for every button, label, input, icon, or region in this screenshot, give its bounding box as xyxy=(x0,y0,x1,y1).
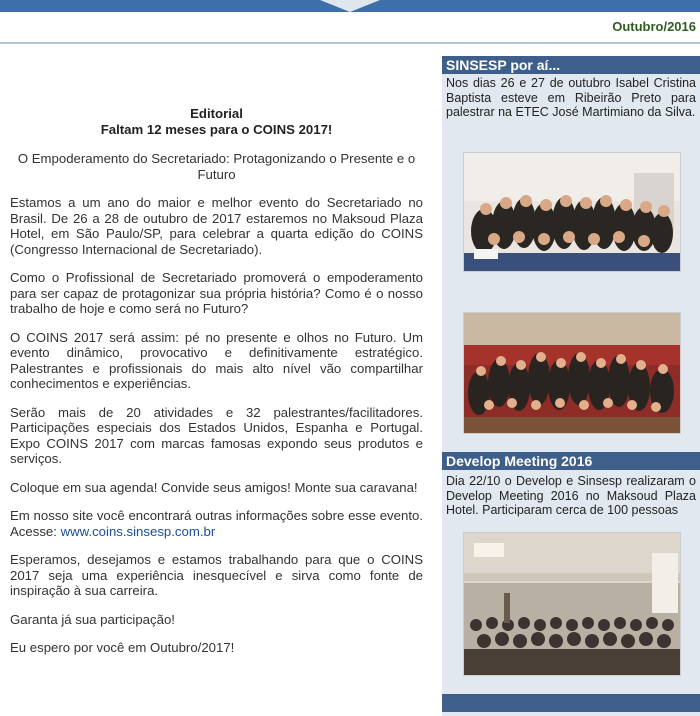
event-photo xyxy=(463,532,681,676)
article-paragraph: Eu espero por você em Outubro/2017! xyxy=(10,640,235,655)
sidebar-section-title: SINSESP por aí... xyxy=(442,56,700,74)
header-notch xyxy=(320,0,380,12)
article-title: Faltam 12 meses para o COINS 2017! xyxy=(100,121,333,137)
header-divider xyxy=(0,42,700,44)
sidebar xyxy=(442,56,700,716)
article-paragraph: O COINS 2017 será assim: pé no presente e olhos no Futuro. Um evento dinâmico, provocativo e definitivamente estratégico. Palestrantes e profissionais do mais alto nível vão compartilhar conhecimentos e experiências. xyxy=(10,329,423,391)
article-paragraph: Estamos a um ano do maior e melhor evento do Secretariado no Brasil. De 26 a 28 de outubro de 2017 estaremos no Maksoud Plaza Hotel, em São Paulo/SP, para celebrar a quarta edição do COINS (Congresso Internacional de Secretariado). xyxy=(10,195,423,257)
article-paragraph: Coloque em sua agenda! Convide seus amigos! Monte sua caravana! xyxy=(10,479,418,495)
article-subtitle: O Empoderamento do Secretariado: Protagonizando o Presente e o Futuro xyxy=(17,151,416,182)
article-heading: Editorial xyxy=(190,106,243,121)
issue-date: Outubro/2016 xyxy=(612,19,696,34)
group-photo-1 xyxy=(463,152,681,272)
coins-site-link[interactable]: www.coins.sinsesp.com.br xyxy=(60,523,216,539)
sidebar-section-text: Dia 22/10 o Develop e Sinsesp realizaram o Develop Meeting 2016 no Maksoud Plaza Hotel. Participaram cerca de 100 pessoas xyxy=(446,474,696,517)
article-paragraph: Como o Profissional de Secretariado promoverá o empoderamento para ser capaz de protagonizar sua própria história? Como é o nosso trabalho de hoje e como será no Futuro? xyxy=(10,270,423,316)
article-paragraph xyxy=(10,508,423,539)
header-banner xyxy=(0,0,700,12)
sidebar-section-title-cut xyxy=(442,694,700,712)
article-paragraph: Serão mais de 20 atividades e 32 palestrantes/facilitadores. Participações especiais dos Estados Unidos, Espanha e Portugal. Expo COINS 2017 com marcas famosas expondo seus produtos e serviços. xyxy=(10,404,423,466)
article-paragraph: Esperamos, desejamos e estamos trabalhando para que o COINS 2017 seja uma experiência inesquecível e sirva como fonte de inspiração à sua carreira. xyxy=(10,552,423,598)
sidebar-section-title: Develop Meeting 2016 xyxy=(442,452,700,470)
paragraph-text: Em nosso site você encontrará outras informações sobre esse evento. Acesse: xyxy=(10,508,423,539)
sidebar-section-text: Nos dias 26 e 27 de outubro Isabel Cristina Baptista esteve em Ribeirão Preto para palestrar na ETEC José Martimiano da Silva. xyxy=(446,76,696,119)
group-photo-2 xyxy=(463,312,681,434)
editorial-article xyxy=(10,106,423,669)
article-paragraph: Garanta já sua participação! xyxy=(10,611,175,627)
